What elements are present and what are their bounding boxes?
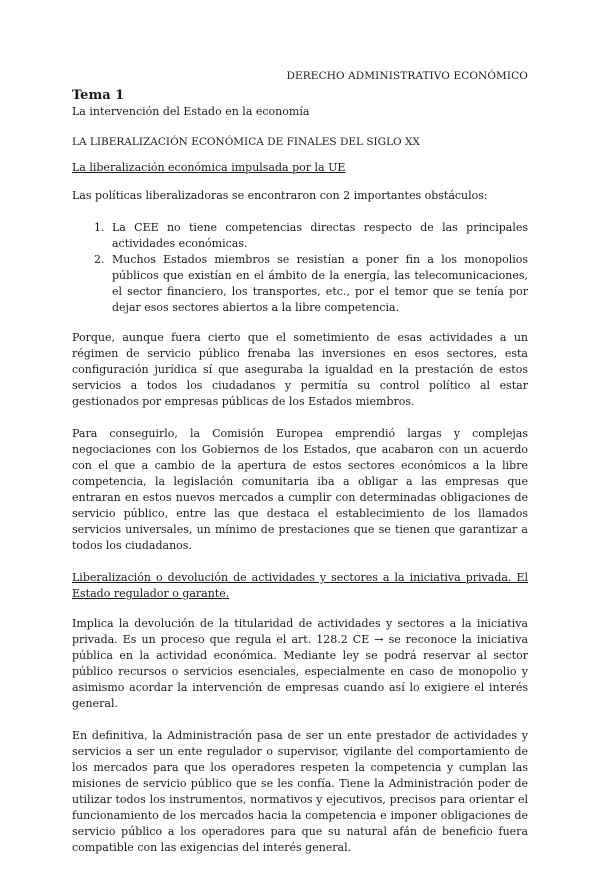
document-page	[72, 68, 528, 872]
tema-heading: Tema 1	[72, 88, 125, 103]
paragraph-conseguirlo: Para conseguirlo, la Comisión Europea emprendió largas y complejas negociaciones con los Gobiernos de los Estados, que acabaron con un acuerdo con el que a cambio de la apertura de estos sectores económicos a la libre competencia, la legislación comunitaria iba a obligar a las empresas que entraran en estos nuevos mercados a cumplir con determinadas obligaciones de servicio público, entre las que destaca el establecimiento de los llamados servicios universales, un mínimo de prestaciones que se tienen que garantizar a todos los ciudadanos.	[72, 427, 528, 552]
paragraph-porque: Porque, aunque fuera cierto que el sometimiento de esas actividades a un régimen de servicio público frenaba las inversiones en esos sectores, esta configuración jurídica sí que aseguraba la igualdad en la prestación de estos servicios a todos los ciudadanos y permitía su control político al estar gestionados por empresas públicas de los Estados miembros.	[72, 331, 528, 408]
sub-heading-ue: La liberalización económica impulsada por la UE	[72, 161, 346, 174]
obstacle-item: 2. Muchos Estados miembros se resistían a poner fin a los monopolios públicos que existían en el ámbito de la energía, las telecomunicaciones, el sector financiero, los transportes, etc., por el temor que se tenía por dejar esos sectores abiertos a la libre competencia.	[108, 252, 528, 316]
obstacles-list	[72, 220, 528, 316]
paragraph-definitiva: En definitiva, la Administración pasa de ser un ente prestador de actividades y servicios a ser un ente regulador o supervisor, vigilante del comportamiento de los mercados para que los operadores respeten la competencia y cumplan las misiones de servicio público que se les confía. Tiene la Administración poder de utilizar todos los instrumentos, normativos y ejecutivos, precisos para orientar el funcionamiento de los mercados hacia la competencia e imponer obligaciones de servicio público a los operadores para que su natural afán de beneficio fuera compatible con las exigencias del interés general.	[72, 729, 528, 854]
course-header: DERECHO ADMINISTRATIVO ECONÓMICO	[286, 70, 528, 82]
obstacle-item: 1. La CEE no tiene competencias directas respecto de las principales actividades económicas.	[108, 220, 528, 252]
section-title: LA LIBERALIZACIÓN ECONÓMICA DE FINALES DEL SIGLO XX	[72, 136, 420, 148]
intro-paragraph: Las políticas liberalizadoras se encontraron con 2 importantes obstáculos:	[72, 189, 488, 202]
sub-heading-liberalizacion: Liberalización o devolución de actividades y sectores a la iniciativa privada. El Estado regulador o garante.	[72, 571, 528, 600]
tema-subtitle: La intervención del Estado en la economía	[72, 105, 310, 118]
paragraph-implica: Implica la devolución de la titularidad de actividades y sectores a la iniciativa privada. Es un proceso que regula el art. 128.2 CE → se reconoce la iniciativa pública en la actividad económica. Mediante ley se podrá reservar al sector público recursos o servicios esenciales, especialmente en caso de monopolio y asimismo acordar la intervención de empresas cuando así lo exigiere el interés general.	[72, 617, 528, 710]
